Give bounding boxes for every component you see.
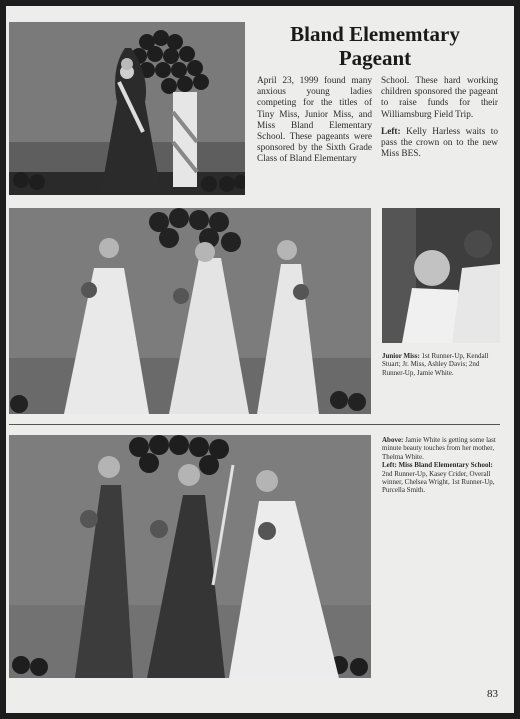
page-number: 83: [487, 688, 498, 700]
miss-bland-caption: Left: Miss Bland Elementary School: 2nd Runner-Up, Kasey Crider, Overall winner, Chelsea Wright, 1st Runner-Up, Purcella Smith.: [382, 461, 495, 495]
article-column-2: [381, 76, 498, 166]
photo-kelly-harless: [9, 22, 245, 195]
section-divider: [9, 424, 500, 425]
article-title: Bland Elememtary Pageant: [290, 22, 460, 70]
article-text-2: School. These hard working children sponsored the pageant to raise funds for their Williamsburg Field Trip.: [381, 76, 498, 120]
above-caption: Above: Jamie White is getting some last minute beauty touches from her mother, Thelma White.: [382, 436, 496, 461]
article-column-1: [257, 76, 372, 172]
left-caption-kelly: Left: Kelly Harless waits to pass the crown on to the new Miss BES.: [381, 126, 498, 160]
photo-jamie-white-mother: [382, 208, 500, 343]
article-text-1: April 23, 1999 found many anxious young ladies competing for the titles of Tiny Miss, Junior Miss, and Miss Bland Elementary School. These pageants were sponsored by the Sixth Grade Class of Bland Elementary: [257, 76, 372, 165]
above-and-left-caption: [382, 436, 498, 495]
photo-junior-miss-winners: [9, 208, 371, 414]
photo-miss-bland-elementary-winners: [9, 435, 371, 678]
junior-miss-caption: Junior Miss: 1st Runner-Up, Kendall Stuart; Jr. Miss, Ashley Davis; 2nd Runner-Up, Jamie White.: [382, 352, 489, 377]
